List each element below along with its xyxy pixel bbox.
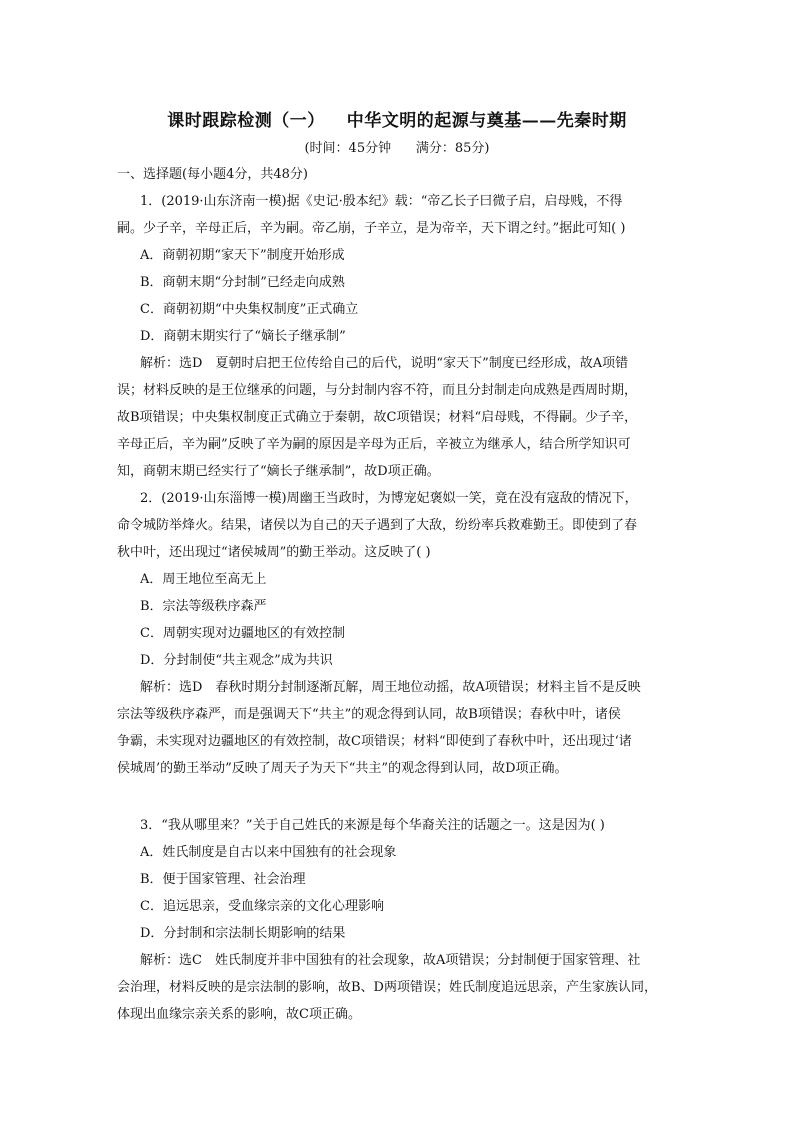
page-title — [0, 106, 794, 131]
q2-option-b: B．宗法等级秩序森严 — [140, 599, 267, 614]
q3-analysis-line: 会治理，材料反映的是宗法制的影响，故B、D两项错误；姓氏制度追远思亲，产生家族认同， — [117, 980, 657, 995]
q2-stem-line: 命令城防举烽火。结果，诸侯以为自己的天子遇到了大敌，纷纷率兵救难勤王。即使到了春 — [117, 518, 638, 533]
q1-analysis-line: 故B项错误；中央集权制度正式确立于秦朝，故C项错误；材料“启母贱，不得嗣。少子辛， — [117, 410, 638, 425]
q1-option-b: B．商朝末期“分封制”已经走向成熟 — [140, 275, 345, 290]
q1-stem-line: 1．(2019·山东济南一模)据《史记·殷本纪》载：“帝乙长子曰微子启，启母贱，不得 — [140, 194, 623, 209]
q1-stem-line: 嗣。少子辛，辛母正后，辛为嗣。帝乙崩，子辛立，是为帝辛，天下谓之纣。”据此可知( ) — [117, 221, 626, 236]
section-heading: 一、选择题(每小题4分，共48分) — [117, 167, 308, 182]
q3-analysis-line: 体现出血缘宗亲关系的影响，故C项正确。 — [117, 1007, 361, 1022]
title-part-1: 课时跟踪检测（一） — [167, 111, 325, 131]
q2-option-d: D．分封制使“共主观念”成为共识 — [140, 653, 333, 668]
q1-analysis-line: 解析：选D 夏朝时启把王位传给自己的后代，说明“家天下”制度已经形成，故A项错 — [140, 356, 629, 371]
q3-stem-line: 3．“我从哪里来？”关于自己姓氏的来源是每个华裔关注的话题之一。这是因为( ) — [140, 818, 605, 833]
title-part-2: 中华文明的起源与奠基——先秦时期 — [346, 111, 627, 131]
q3-option-d: D．分封制和宗法制长期影响的结果 — [140, 926, 346, 941]
q2-analysis-line: 侯城周’的勤王举动”反映了周天子为天下“共主”的观念得到认同，故D项正确。 — [117, 761, 568, 776]
q3-option-b: B．便于国家管理、社会治理 — [140, 872, 306, 887]
q2-analysis-line: 解析：选D 春秋时期分封制逐渐瓦解，周王地位动摇，故A项错误；材料主旨不是反映 — [140, 680, 641, 695]
q3-option-c: C．追远思亲，受血缘宗亲的文化心理影响 — [140, 899, 384, 914]
q2-stem-line: 2．(2019·山东淄博一模)周幽王当政时，为博宠妃褒姒一笑，竟在没有寇敌的情况下， — [140, 491, 638, 506]
q1-analysis-line: 知，商朝末期已经实行了“嫡长子继承制”，故D项正确。 — [117, 464, 440, 479]
q2-analysis-line: 争霸，未实现对边疆地区的有效控制，故C项错误；材料“即使到了春秋中叶，还出现过‘诸 — [117, 734, 632, 749]
q2-stem-line: 秋中叶，还出现过“诸侯城周”的勤王举动。这反映了( ) — [117, 545, 431, 560]
q1-option-d: D．商朝末期实行了“嫡长子继承制” — [140, 329, 346, 344]
time-and-score: (时间：45分钟 满分：85分) — [304, 141, 490, 156]
q1-option-a: A．商朝初期“家天下”制度开始形成 — [140, 248, 345, 263]
q2-option-c: C．周朝实现对边疆地区的有效控制 — [140, 626, 345, 641]
q2-option-a: A．周王地位至高无上 — [140, 572, 267, 587]
q1-analysis-line: 误；材料反映的是王位继承的问题，与分封制内容不符，而且分封制走向成熟是西周时期， — [117, 383, 638, 398]
q1-analysis-line: 辛母正后，辛为嗣”反映了辛为嗣的原因是辛母为正后，辛被立为继承人，结合所学知识可 — [117, 437, 631, 452]
q1-option-c: C．商朝初期“中央集权制度”正式确立 — [140, 302, 359, 317]
q3-option-a: A．姓氏制度是自古以来中国独有的社会现象 — [140, 845, 397, 860]
q2-analysis-line: 宗法等级秩序森严，而是强调天下“共主”的观念得到认同，故B项错误；春秋中叶，诸侯 — [117, 707, 621, 722]
q3-analysis-line: 解析：选C 姓氏制度并非中国独有的社会现象，故A项错误；分封制便于国家管理、社 — [140, 953, 641, 968]
